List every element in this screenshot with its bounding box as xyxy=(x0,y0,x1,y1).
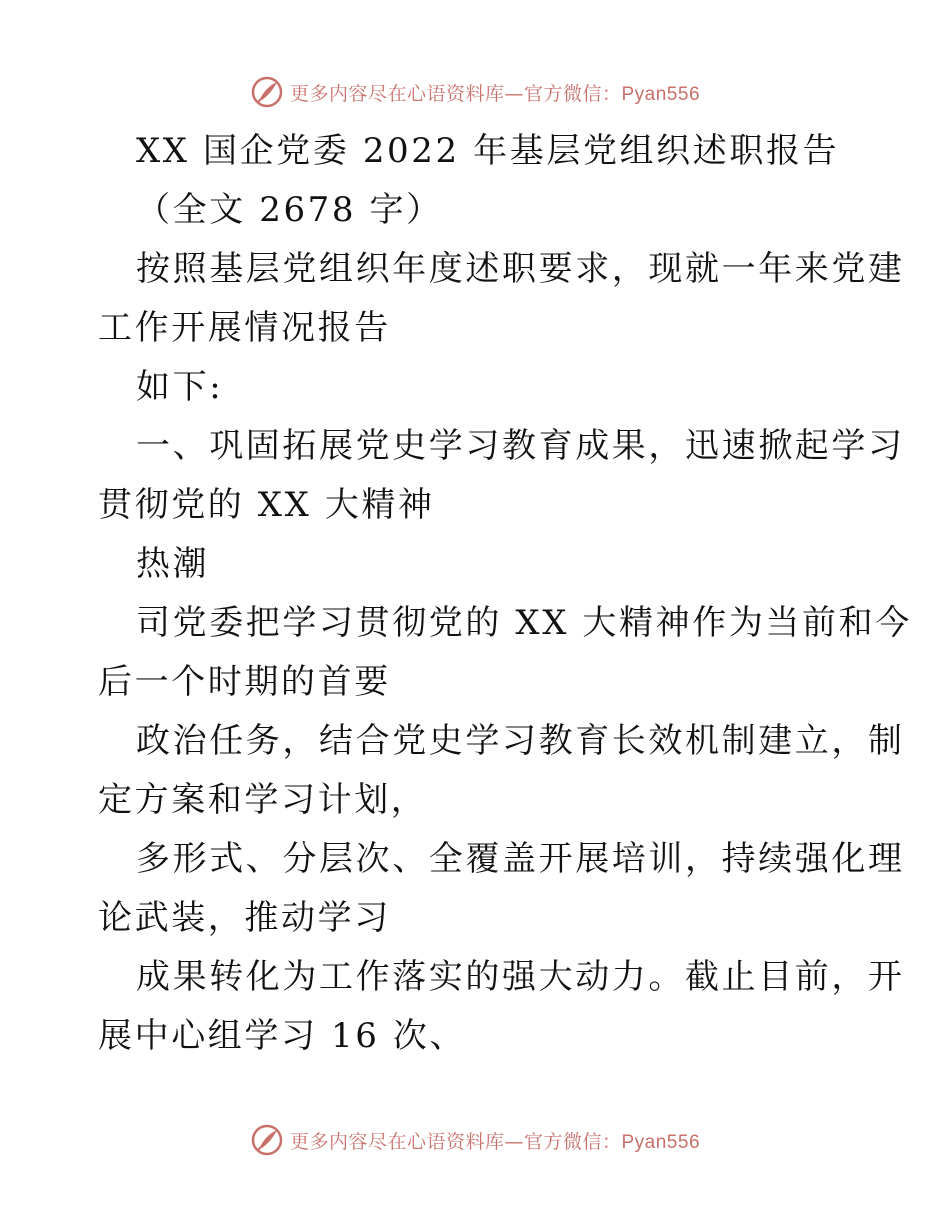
document-body xyxy=(98,122,912,1066)
document-line: 定方案和学习计划， xyxy=(98,780,428,820)
document-line: 司党委把学习贯彻党的 XX 大精神作为当前和今 xyxy=(136,603,912,643)
document-line: 政治任务，结合党史学习教育长效机制建立，制 xyxy=(136,721,905,761)
watermark-text: 更多内容尽在心语资料库—官方微信：Pyan556 xyxy=(289,82,701,105)
document-line: 按照基层党组织年度述职要求，现就一年来党建 xyxy=(136,249,905,289)
document-line: 热潮 xyxy=(136,544,210,584)
footer-watermark xyxy=(0,1120,950,1160)
watermark-text: 更多内容尽在心语资料库—官方微信：Pyan556 xyxy=(289,1130,701,1153)
watermark-wechat-id: Pyan556 xyxy=(621,83,701,105)
quill-logo-icon xyxy=(250,1123,284,1157)
document-line: （全文 2678 字） xyxy=(136,190,443,230)
header-watermark xyxy=(0,72,950,112)
document-line: 贯彻党的 XX 大精神 xyxy=(98,485,435,525)
quill-logo-icon xyxy=(250,75,284,109)
document-line: 成果转化为工作落实的强大动力。截止目前，开 xyxy=(136,957,905,997)
document-line: 工作开展情况报告 xyxy=(98,308,391,348)
watermark-wechat-id: Pyan556 xyxy=(621,1131,701,1153)
document-line: 如下: xyxy=(136,367,224,407)
document-line: 一、巩固拓展党史学习教育成果，迅速掀起学习 xyxy=(136,426,905,466)
document-line: 后一个时期的首要 xyxy=(98,662,391,702)
document-line: 多形式、分层次、全覆盖开展培训，持续强化理 xyxy=(136,839,905,879)
document-line: 展中心组学习 16 次、 xyxy=(98,1016,467,1056)
document-line: 论武装，推动学习 xyxy=(98,898,391,938)
document-line: XX 国企党委 2022 年基层党组织述职报告 xyxy=(136,131,840,171)
